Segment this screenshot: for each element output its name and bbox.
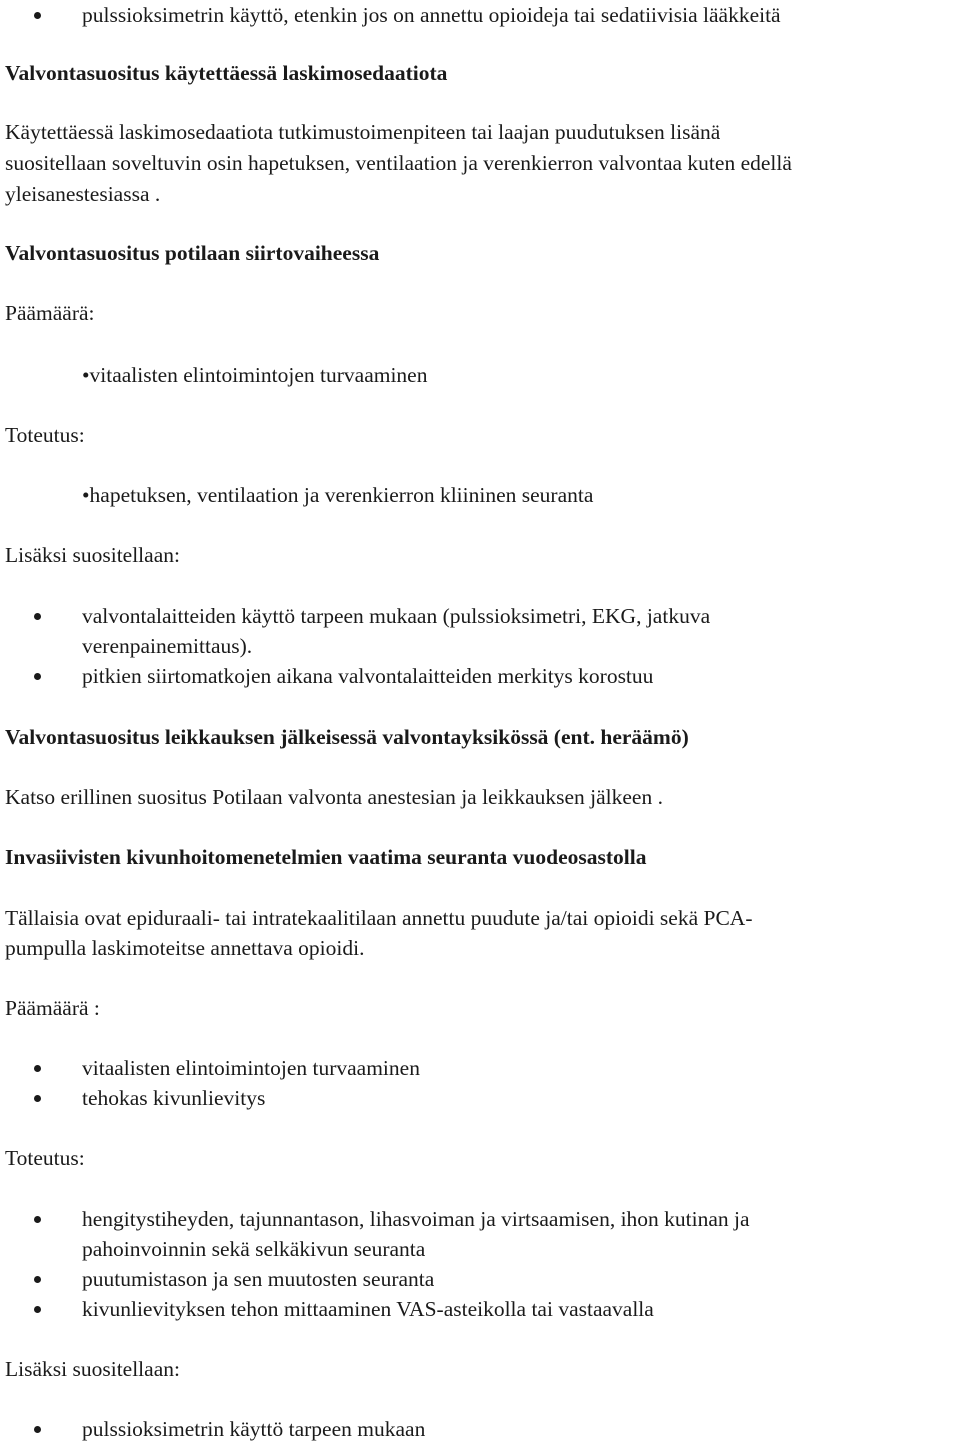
section-heading: Invasiivisten kivunhoitomenetelmien vaatima seuranta vuodeosastolla	[5, 845, 647, 869]
section-heading: Valvontasuositus käytettäessä laskimosedaatiota	[5, 61, 448, 85]
bullet-dot	[34, 673, 41, 680]
recommendation-label: Lisäksi suositellaan:	[5, 1357, 180, 1381]
list-item: puutumistason ja sen muutosten seuranta	[82, 1267, 435, 1291]
bullet-dot	[34, 1216, 41, 1223]
implementation-label: Toteutus:	[5, 1146, 85, 1170]
list-item: pulssioksimetrin käyttö, etenkin jos on annettu opioideja tai sedatiivisia lääkkeitä	[82, 3, 781, 27]
implementation-item: •hapetuksen, ventilaation ja verenkierron kliininen seuranta	[82, 483, 594, 507]
paragraph-line: pumpulla laskimoteitse annettava opioidi.	[5, 936, 365, 960]
paragraph-line: yleisanestesiassa .	[5, 182, 161, 206]
implementation-label: Toteutus:	[5, 423, 85, 447]
bullet-dot	[34, 1095, 41, 1102]
goal-label: Päämäärä :	[5, 996, 100, 1020]
paragraph-line: Katso erillinen suositus Potilaan valvonta anestesian ja leikkauksen jälkeen .	[5, 785, 663, 809]
list-item: pitkien siirtomatkojen aikana valvontalaitteiden merkitys korostuu	[82, 664, 654, 688]
bullet-dot	[34, 1306, 41, 1313]
goal-label: Päämäärä:	[5, 301, 95, 325]
list-item-continued: verenpainemittaus).	[82, 634, 253, 658]
list-item: pulssioksimetrin käyttö tarpeen mukaan	[82, 1417, 426, 1441]
bullet-dot	[34, 1426, 41, 1433]
list-item: kivunlievityksen tehon mittaaminen VAS-asteikolla tai vastaavalla	[82, 1297, 654, 1321]
goal-item: •vitaalisten elintoimintojen turvaaminen	[82, 363, 428, 387]
paragraph-line: Tällaisia ovat epiduraali- tai intratekaalitilaan annettu puudute ja/tai opioidi sekä PCA-	[5, 906, 753, 930]
paragraph-line: suositellaan soveltuvin osin hapetuksen, ventilaation ja verenkierron valvontaa kuten edellä	[5, 151, 792, 175]
list-item: tehokas kivunlievitys	[82, 1086, 266, 1110]
bullet-dot	[34, 12, 41, 19]
paragraph-line: Käytettäessä laskimosedaatiota tutkimustoimenpiteen tai laajan puudutuksen lisänä	[5, 120, 721, 144]
section-heading: Valvontasuositus potilaan siirtovaiheessa	[5, 241, 380, 265]
bullet-dot	[34, 1065, 41, 1072]
recommendation-label: Lisäksi suositellaan:	[5, 543, 180, 567]
bullet-dot	[34, 1276, 41, 1283]
bullet-dot	[34, 613, 41, 620]
list-item: hengitystiheyden, tajunnantason, lihasvoiman ja virtsaamisen, ihon kutinan ja	[82, 1207, 750, 1231]
list-item: vitaalisten elintoimintojen turvaaminen	[82, 1056, 420, 1080]
section-heading: Valvontasuositus leikkauksen jälkeisessä valvontayksikössä (ent. heräämö)	[5, 725, 689, 749]
list-item-continued: pahoinvoinnin sekä selkäkivun seuranta	[82, 1237, 426, 1261]
list-item: valvontalaitteiden käyttö tarpeen mukaan (pulssioksimetri, EKG, jatkuva	[82, 604, 711, 628]
